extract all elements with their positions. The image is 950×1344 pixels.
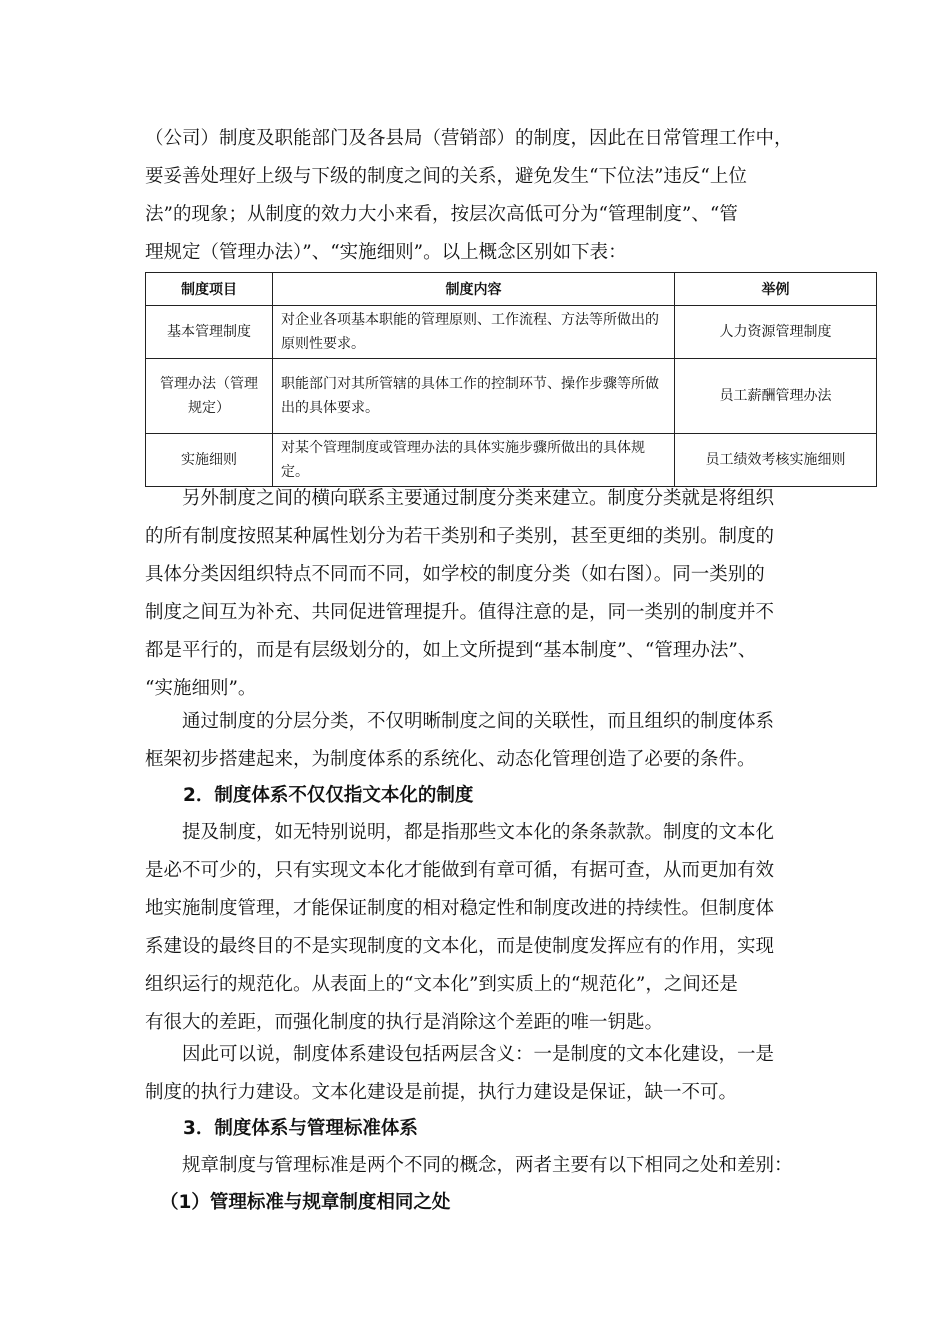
text-line: 是必不可少的，只有实现文本化才能做到有章可循，有据可查，从而更加有效 (145, 860, 775, 881)
text-line: 框架初步搭建起来，为制度体系的系统化、动态化管理创造了必要的条件。 (145, 749, 756, 770)
paragraph-two-meanings (145, 1036, 813, 1112)
text-line: 都是平行的，而是有层级划分的，如上文所提到“基本制度”、“管理办法”、 (145, 640, 757, 661)
subsection-heading: （1）管理标准与规章制度相同之处 (160, 1192, 451, 1213)
cell-example: 员工绩效考核实施细则 (675, 434, 877, 487)
text-line: （公司）制度及职能部门及各县局（营销部）的制度，因此在日常管理工作中， (145, 128, 793, 149)
intro-paragraph (145, 120, 813, 272)
text-line: 地实施制度管理，才能保证制度的相对稳定性和制度改进的持续性。但制度体 (145, 898, 775, 919)
text-line: 要妥善处理好上级与下级的制度之间的关系，避免发生“下位法”违反“上位 (145, 166, 747, 187)
table-row (146, 306, 877, 359)
cell-item: 基本管理制度 (146, 306, 273, 359)
cell-item: 管理办法（管理规定） (146, 359, 273, 434)
text-line: 提及制度，如无特别说明，都是指那些文本化的条条款款。制度的文本化 (182, 822, 775, 843)
text-line: 通过制度的分层分类，不仅明晰制度之间的关联性，而且组织的制度体系 (182, 711, 775, 732)
text-line: 具体分类因组织特点不同而不同，如学校的制度分类（如右图）。同一类别的 (145, 564, 765, 585)
text-line: 制度的执行力建设。文本化建设是前提，执行力建设是保证，缺一不可。 (145, 1082, 738, 1103)
text-line: 组织运行的规范化。从表面上的“文本化”到实质上的“规范化”，之间还是 (145, 974, 738, 995)
cell-example: 员工薪酬管理办法 (675, 359, 877, 434)
paragraph-textualization (145, 814, 813, 1042)
text-line: 法”的现象；从制度的效力大小来看，按层次高低可分为“管理制度”、“管 (145, 204, 738, 225)
section-heading-3: 3．制度体系与管理标准体系 (183, 1118, 418, 1139)
cell-content: 对企业各项基本职能的管理原则、工作流程、方法等所做出的原则性要求。 (273, 306, 675, 359)
paragraph-classification (145, 480, 813, 708)
cell-content: 对某个管理制度或管理办法的具体实施步骤所做出的具体规定。 (273, 434, 675, 487)
system-comparison-table (145, 272, 877, 487)
header-item: 制度项目 (146, 273, 273, 306)
text-line: 理规定（管理办法）”、“实施细则”。以上概念区别如下表： (145, 242, 627, 263)
text-line: “实施细则”。 (145, 678, 257, 699)
cell-content: 职能部门对其所管辖的具体工作的控制环节、操作步骤等所做出的具体要求。 (273, 359, 675, 434)
text-line: 系建设的最终目的不是实现制度的文本化，而是使制度发挥应有的作用，实现 (145, 936, 775, 957)
text-line: 有很大的差距，而强化制度的执行是消除这个差距的唯一钥匙。 (145, 1012, 664, 1033)
cell-example: 人力资源管理制度 (675, 306, 877, 359)
header-content: 制度内容 (273, 273, 675, 306)
header-example: 举例 (675, 273, 877, 306)
text-line: 规章制度与管理标准是两个不同的概念，两者主要有以下相同之处和差别： (182, 1155, 793, 1176)
section-heading-2: 2．制度体系不仅仅指文本化的制度 (183, 785, 474, 806)
cell-item: 实施细则 (146, 434, 273, 487)
text-line: 因此可以说，制度体系建设包括两层含义：一是制度的文本化建设，一是 (182, 1044, 775, 1065)
paragraph-standards (145, 1147, 813, 1185)
paragraph-layering (145, 703, 813, 779)
table-header-row (146, 273, 877, 306)
text-line: 的所有制度按照某种属性划分为若干类别和子类别，甚至更细的类别。制度的 (145, 526, 775, 547)
table-row (146, 434, 877, 487)
table-row (146, 359, 877, 434)
text-line: 制度之间互为补充、共同促进管理提升。值得注意的是，同一类别的制度并不 (145, 602, 775, 623)
text-line: 另外制度之间的横向联系主要通过制度分类来建立。制度分类就是将组织 (182, 488, 775, 509)
